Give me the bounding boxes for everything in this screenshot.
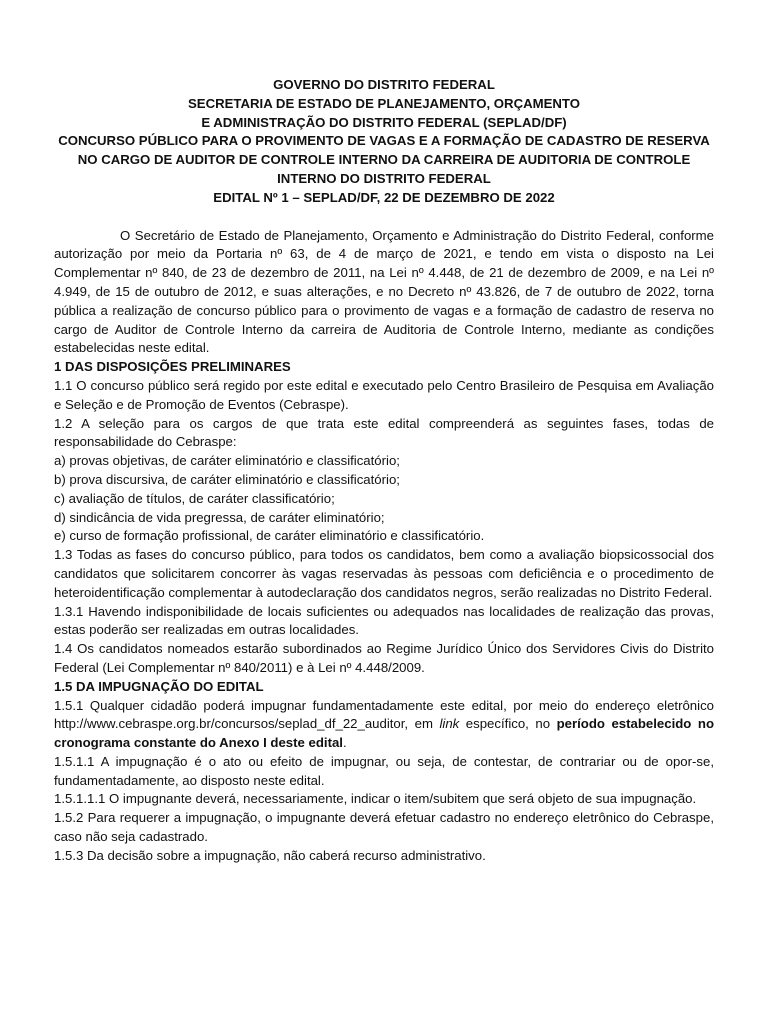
item-1-5-1 — [54, 697, 714, 753]
header-contest-title: CONCURSO PÚBLICO PARA O PROVIMENTO DE VAGAS E A FORMAÇÃO DE CADASTRO DE RESERVA NO CARGO DE AUDITOR DE CONTROLE INTERNO DA CARREIRA DE AUDITORIA DE CONTROLE INTERNO DO DISTRITO FEDERAL — [58, 133, 710, 186]
header-government: GOVERNO DO DISTRITO FEDERAL — [273, 77, 495, 92]
header-secretariat: SECRETARIA DE ESTADO DE PLANEJAMENTO, ORÇAMENTO — [188, 95, 580, 111]
phase-item: b) prova discursiva, de caráter eliminatório e classificatório; — [54, 471, 400, 487]
item-1-5-2: 1.5.2 Para requerer a impugnação, o impugnante deverá efetuar cadastro no endereço eletrônico do Cebraspe, caso não seja cadastrado. — [54, 810, 714, 845]
item-1-5-1-text: 1.5.1 Qualquer cidadão poderá impugnar fundamentadamente este edital, por meio do endereço eletrônico http://www.cebraspe.org.br/concursos/seplad_df_22_auditor, em — [54, 697, 714, 732]
item-1-5-1-1-1: 1.5.1.1.1 O impugnante deverá, necessariamente, indicar o item/subitem que será objeto de sua impugnação. — [54, 791, 697, 807]
phase-item: d) sindicância de vida pregressa, de caráter eliminatório; — [54, 509, 385, 525]
header-administration: E ADMINISTRAÇÃO DO DISTRITO FEDERAL (SEPLAD/DF) — [201, 114, 567, 130]
item-1-3: 1.3 Todas as fases do concurso público, para todos os candidatos, bem como a avaliação biopsicossocial dos candidatos que solicitarem concorrer às vagas reservadas às pessoas com deficiência e o procedimento de heteroidentificação complementar à autodeclaração dos candidatos negros, serão realizadas no Distrito Federal. — [54, 547, 714, 600]
section-1-title: 1 DAS DISPOSIÇÕES PRELIMINARES — [54, 359, 291, 375]
item-1-5-1-text-2: específico, no — [459, 716, 557, 732]
phase-item: a) provas objetivas, de caráter eliminatório e classificatório; — [54, 453, 400, 469]
phase-item: e) curso de formação profissional, de caráter eliminatório e classificatório. — [54, 528, 485, 544]
item-1-1: 1.1 O concurso público será regido por este edital e executado pelo Centro Brasileiro de Pesquisa em Avaliação e Seleção e de Promoção de Eventos (Cebraspe). — [54, 377, 714, 412]
item-1-5-1-bold-period: período estabelecido no cronograma constante do Anexo I deste edital — [54, 716, 714, 751]
item-1-2: 1.2 A seleção para os cargos de que trata este edital compreenderá as seguintes fases, todas de responsabilidade do Cebraspe: — [54, 415, 714, 450]
item-1-4: 1.4 Os candidatos nomeados estarão subordinados ao Regime Jurídico Único dos Servidores Civis do Distrito Federal (Lei Complementar nº 840/2011) e à Lei nº 4.448/2009. — [54, 641, 714, 675]
item-1-5-1-1: 1.5.1.1 A impugnação é o ato ou efeito de impugnar, ou seja, de contestar, de contrariar ou de opor-se, fundamentadamente, ao disposto neste edital. — [54, 753, 714, 788]
header-edital-number: EDITAL Nº 1 – SEPLAD/DF, 22 DE DEZEMBRO DE 2022 — [213, 189, 555, 205]
phase-item: c) avaliação de títulos, de caráter classificatório; — [54, 490, 335, 506]
item-1-5-1-end: . — [342, 735, 347, 751]
section-1-5-title: 1.5 DA IMPUGNAÇÃO DO EDITAL — [54, 678, 264, 694]
item-1-5-3: 1.5.3 Da decisão sobre a impugnação, não caberá recurso administrativo. — [54, 847, 486, 863]
item-1-3-1: 1.3.1 Havendo indisponibilidade de locais suficientes ou adequados nas localidades de realização das provas, estas poderão ser realizadas em outras localidades. — [54, 603, 714, 638]
intro-paragraph: O Secretário de Estado de Planejamento, Orçamento e Administração do Distrito Federal, conforme autorização por meio da Portaria nº 63, de 4 de março de 2021, e tendo em vista o disposto na Lei Complementar nº 840, de 23 de dezembro de 2011, na Lei nº 4.448, de 21 de dezembro de 2009, e na Lei nº 4.949, de 15 de outubro de 2012, e suas alterações, e no Decreto nº 43.826, de 7 de outubro de 2022, torna pública a realização de concurso público para o provimento de vagas e a formação de cadastro de reserva no cargo de Auditor de Controle Interno da carreira de Auditoria de Controle Interno, mediante as condições estabelecidas neste edital. — [54, 227, 714, 356]
header-spacer — [54, 208, 714, 227]
document-header — [54, 76, 714, 208]
item-1-5-1-link-word: link — [439, 716, 460, 732]
